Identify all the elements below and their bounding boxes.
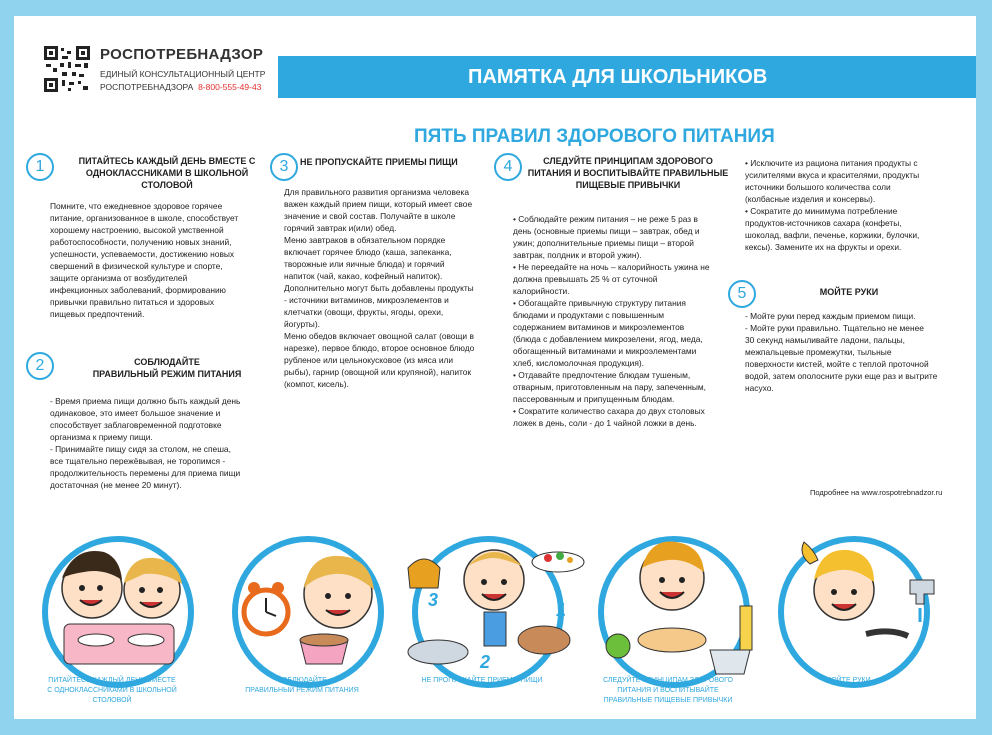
rule-1-text	[50, 200, 280, 320]
text-line: • Сократите количество сахара до двух столовых	[513, 406, 705, 416]
rule-4-text-continued	[745, 157, 973, 253]
text-line: - Мойте руки перед каждым приемом пищи.	[745, 311, 916, 321]
text-line: нарезке), первое блюдо, второе основное блюдо	[284, 343, 475, 353]
text-line: ложек в день, соли - до 1 чайной ложки в день.	[513, 418, 697, 428]
rule-4-number: 4	[494, 153, 522, 181]
org-line-2-text: РОСПОТРЕБНАДЗОРА	[100, 82, 194, 92]
illustration-5-caption	[768, 676, 928, 686]
page-title: ПАМЯТКА ДЛЯ ШКОЛЬНИКОВ	[278, 56, 976, 98]
text-line: • Исключите из рациона питания продукты с	[745, 158, 918, 168]
poster-sheet	[14, 16, 976, 719]
text-line: водой, затем ополосните руки еще раз и вытрите	[745, 371, 938, 381]
text-line: Меню завтраков в обязательном порядке	[284, 235, 446, 245]
text-line: насухо.	[745, 383, 774, 393]
text-line: Для правильного развития организма человека	[284, 187, 469, 197]
caption-line: СТОЛОВОЙ	[92, 697, 132, 704]
text-line: способствует заблаговременной подготовке	[50, 420, 222, 430]
illustration-2-caption	[222, 676, 382, 696]
rule-2-text	[50, 395, 280, 491]
caption-line: ПРАВИЛЬНЫЕ ПИЩЕВЫЕ ПРИВЫЧКИ	[603, 697, 733, 704]
rule-5-text	[745, 310, 973, 394]
illustration-4-caption	[588, 676, 748, 706]
text-line: свершений в физической культуре и спорте,	[50, 261, 223, 271]
rule-3-title	[300, 156, 480, 168]
rule-4-title	[522, 155, 734, 191]
text-line: все тщательно пережёвывая, не торопимся -	[50, 456, 226, 466]
rule-2-number: 2	[26, 352, 54, 380]
text-line: • Отдавайте предпочтение блюдам тушеным,	[513, 370, 691, 380]
text-line: горячий завтрак и(или) обед.	[284, 223, 397, 233]
text-line: пассерованным и припущенным блюдам.	[513, 394, 675, 404]
text-line: калорийности.	[513, 286, 570, 296]
org-name: РОСПОТРЕБНАДЗОР	[100, 46, 264, 63]
text-line: (колбасные изделия и консервы).	[745, 194, 876, 204]
meal-number-3: 3	[428, 590, 439, 610]
caption-line: ПИТАЙТЕСЬ КАЖДЫЙ ДЕНЬ ВМЕСТЕ	[48, 677, 176, 684]
org-description	[100, 68, 265, 94]
text-line: одинаковое, это имеет большое значение и	[50, 408, 221, 418]
text-line: должна превышать 25 % от суточной	[513, 274, 658, 284]
text-line: усилителями вкуса и красителями, продукты	[745, 170, 920, 180]
text-line: • Сократите до минимума потребление	[745, 206, 898, 216]
illustration-1-caption	[32, 676, 192, 706]
text-line: - Принимайте пищу сидя за столом, не спеша,	[50, 444, 231, 454]
rule-1-title	[62, 155, 272, 191]
illustration-3-caption	[402, 676, 562, 686]
text-line: хорошему настроению, высокой умственной	[50, 225, 224, 235]
caption-line: ПИТАНИЯ И ВОСПИТЫВАЙТЕ	[617, 687, 719, 694]
text-line: напиток (чай, какао, кофейный напиток).	[284, 271, 443, 281]
kids-eating-illustration	[34, 528, 204, 688]
text-line: 30 секунд намыливайте ладони, пальцы,	[745, 335, 905, 345]
cooking-illustration	[590, 528, 780, 688]
hotline-phone: 8-800-555-49-43	[198, 82, 262, 92]
rule-3-title-line: НЕ ПРОПУСКАЙТЕ ПРИЕМЫ ПИЩИ	[300, 157, 458, 167]
org-line-2	[100, 81, 265, 94]
text-line: отварным, приготовленным на пару, запеченным,	[513, 382, 706, 392]
text-line: творожные или яичные блюда) и горячий	[284, 259, 445, 269]
text-line: защите организма от возбудителей	[50, 273, 188, 283]
text-line: источники большого количества соли	[745, 182, 891, 192]
rule-5-title	[804, 286, 894, 298]
text-line: Помните, что ежедневное здоровое горячее	[50, 201, 223, 211]
text-line: - источники витаминов, микроэлементов и	[284, 295, 449, 305]
rule-1-title-line: ПИТАЙТЕСЬ КАЖДЫЙ ДЕНЬ ВМЕСТЕ С	[78, 156, 256, 166]
text-line: продолжительность перемены для приема пищи	[50, 468, 241, 478]
text-line: рубленое или цельнокусковое (из мяса или	[284, 355, 454, 365]
text-line: питание, организованное в школе, способствует	[50, 213, 239, 223]
rule-1-number: 1	[26, 153, 54, 181]
text-line: шоколад, вафли, печенье, коржики, булочки,	[745, 230, 920, 240]
text-line: организма к приему пищи.	[50, 432, 153, 442]
rule-5-number: 5	[728, 280, 756, 308]
rule-4-title-line: ПИЩЕВЫЕ ПРИВЫЧКИ	[575, 180, 681, 190]
text-line: содержанием витаминов и микроэлементов	[513, 322, 685, 332]
text-line: Дополнительно могут быть добавлены продукты	[284, 283, 474, 293]
text-line: завтрак, полдник и второй ужин).	[513, 250, 642, 260]
text-line: пищевых предпочтений.	[50, 309, 145, 319]
text-line: - Время приема пищи должно быть каждый день	[50, 396, 241, 406]
caption-line: НЕ ПРОПУСКАЙТЕ ПРИЕМЫ ПИЩИ	[421, 677, 543, 684]
text-line: рыбы), гарнир (овощной или крупяной), напиток	[284, 367, 472, 377]
rule-3-number: 3	[270, 153, 298, 181]
clock-child-illustration	[224, 528, 394, 688]
text-line: поверхности кистей, мойте с теплой проточной	[745, 359, 929, 369]
text-line: - Мойте руки правильно. Тщательно не менее	[745, 323, 924, 333]
text-line: кексы). Замените их на фрукты и орехи.	[745, 242, 902, 252]
text-line: включает горячее блюдо (каша, запеканка,	[284, 247, 452, 257]
rule-1-title-line: ОДНОКЛАССНИКАМИ В ШКОЛЬНОЙ СТОЛОВОЙ	[85, 168, 249, 190]
text-line: достаточная (не менее 20 минут).	[50, 480, 182, 490]
caption-line: СОБЛЮДАЙТЕ	[277, 677, 327, 684]
text-line: инфекционных заболеваний, формированию	[50, 285, 226, 295]
org-line-1: ЕДИНЫЙ КОНСУЛЬТАЦИОННЫЙ ЦЕНТР	[100, 69, 266, 79]
text-line: значение и свой состав. Получайте в школе	[284, 211, 456, 221]
rule-2-title	[62, 356, 272, 380]
text-line: обогащенный витаминами и микроэлементами	[513, 346, 697, 356]
caption-line: С ОДНОКЛАССНИКАМИ В ШКОЛЬНОЙ	[47, 687, 177, 694]
caption-line: СЛЕДУЙТЕ ПРИНЦИПАМ ЗДОРОВОГО	[603, 677, 733, 684]
text-line: Меню обедов включает овощной салат (овощи в	[284, 331, 474, 341]
caption-line: ПРАВИЛЬНЫЙ РЕЖИМ ПИТАНИЯ	[245, 687, 359, 694]
rule-2-title-line: ПРАВИЛЬНЫЙ РЕЖИМ ПИТАНИЯ	[92, 369, 242, 379]
text-line: важен каждый прием пищи, который имеет свое	[284, 199, 473, 209]
text-line: межпальцевые промежутки, тыльные	[745, 347, 892, 357]
caption-line: МОЙТЕ РУКИ	[825, 677, 871, 684]
meal-number-1: 1	[556, 600, 567, 620]
text-line: блюдами и продуктами с повышенным	[513, 310, 664, 320]
text-line: хлеб, кисломолочная продукция).	[513, 358, 644, 368]
text-line: • Обогащайте привычную структуру питания	[513, 298, 686, 308]
meal-number-2: 2	[480, 652, 491, 672]
handwashing-illustration	[770, 524, 950, 684]
text-line: продуктов-источников сахара (конфеты,	[745, 218, 902, 228]
page-subtitle: ПЯТЬ ПРАВИЛ ЗДОРОВОГО ПИТАНИЯ	[414, 126, 775, 147]
rule-5-title-line: МОЙТЕ РУКИ	[819, 287, 879, 297]
text-line: йогурты).	[284, 319, 320, 329]
text-line: успешности, успеваемости, достижению новых	[50, 249, 235, 259]
text-line: ужин; дополнительные приемы пищи – второй	[513, 238, 694, 248]
rule-2-title-line: СОБЛЮДАЙТЕ	[134, 357, 200, 367]
text-line: (блюда с добавлением микрозелени, ягод, меда,	[513, 334, 703, 344]
qr-code-icon	[44, 46, 90, 92]
rule-3-text	[284, 186, 506, 390]
rule-4-text	[513, 213, 739, 429]
more-info-link[interactable]: Подробнее на www.rospotrebnadzor.ru	[810, 488, 943, 497]
text-line: работоспособности, получению новых знаний,	[50, 237, 232, 247]
rule-4-title-line: ПИТАНИЯ И ВОСПИТЫВАЙТЕ ПРАВИЛЬНЫЕ	[527, 168, 729, 178]
text-line: привычки правильно питаться и здоровых	[50, 297, 215, 307]
rule-4-title-line: СЛЕДУЙТЕ ПРИНЦИПАМ ЗДОРОВОГО	[543, 156, 713, 166]
text-line: (компот, кисель).	[284, 379, 349, 389]
text-line: • Соблюдайте режим питания – не реже 5 раз в	[513, 214, 698, 224]
text-line: • Не переедайте на ночь – калорийность ужина не	[513, 262, 710, 272]
text-line: клетчатки (овощи, фрукты, ягоды, орехи,	[284, 307, 444, 317]
text-line: день (основные приемы пищи – завтрак, обед и	[513, 226, 700, 236]
